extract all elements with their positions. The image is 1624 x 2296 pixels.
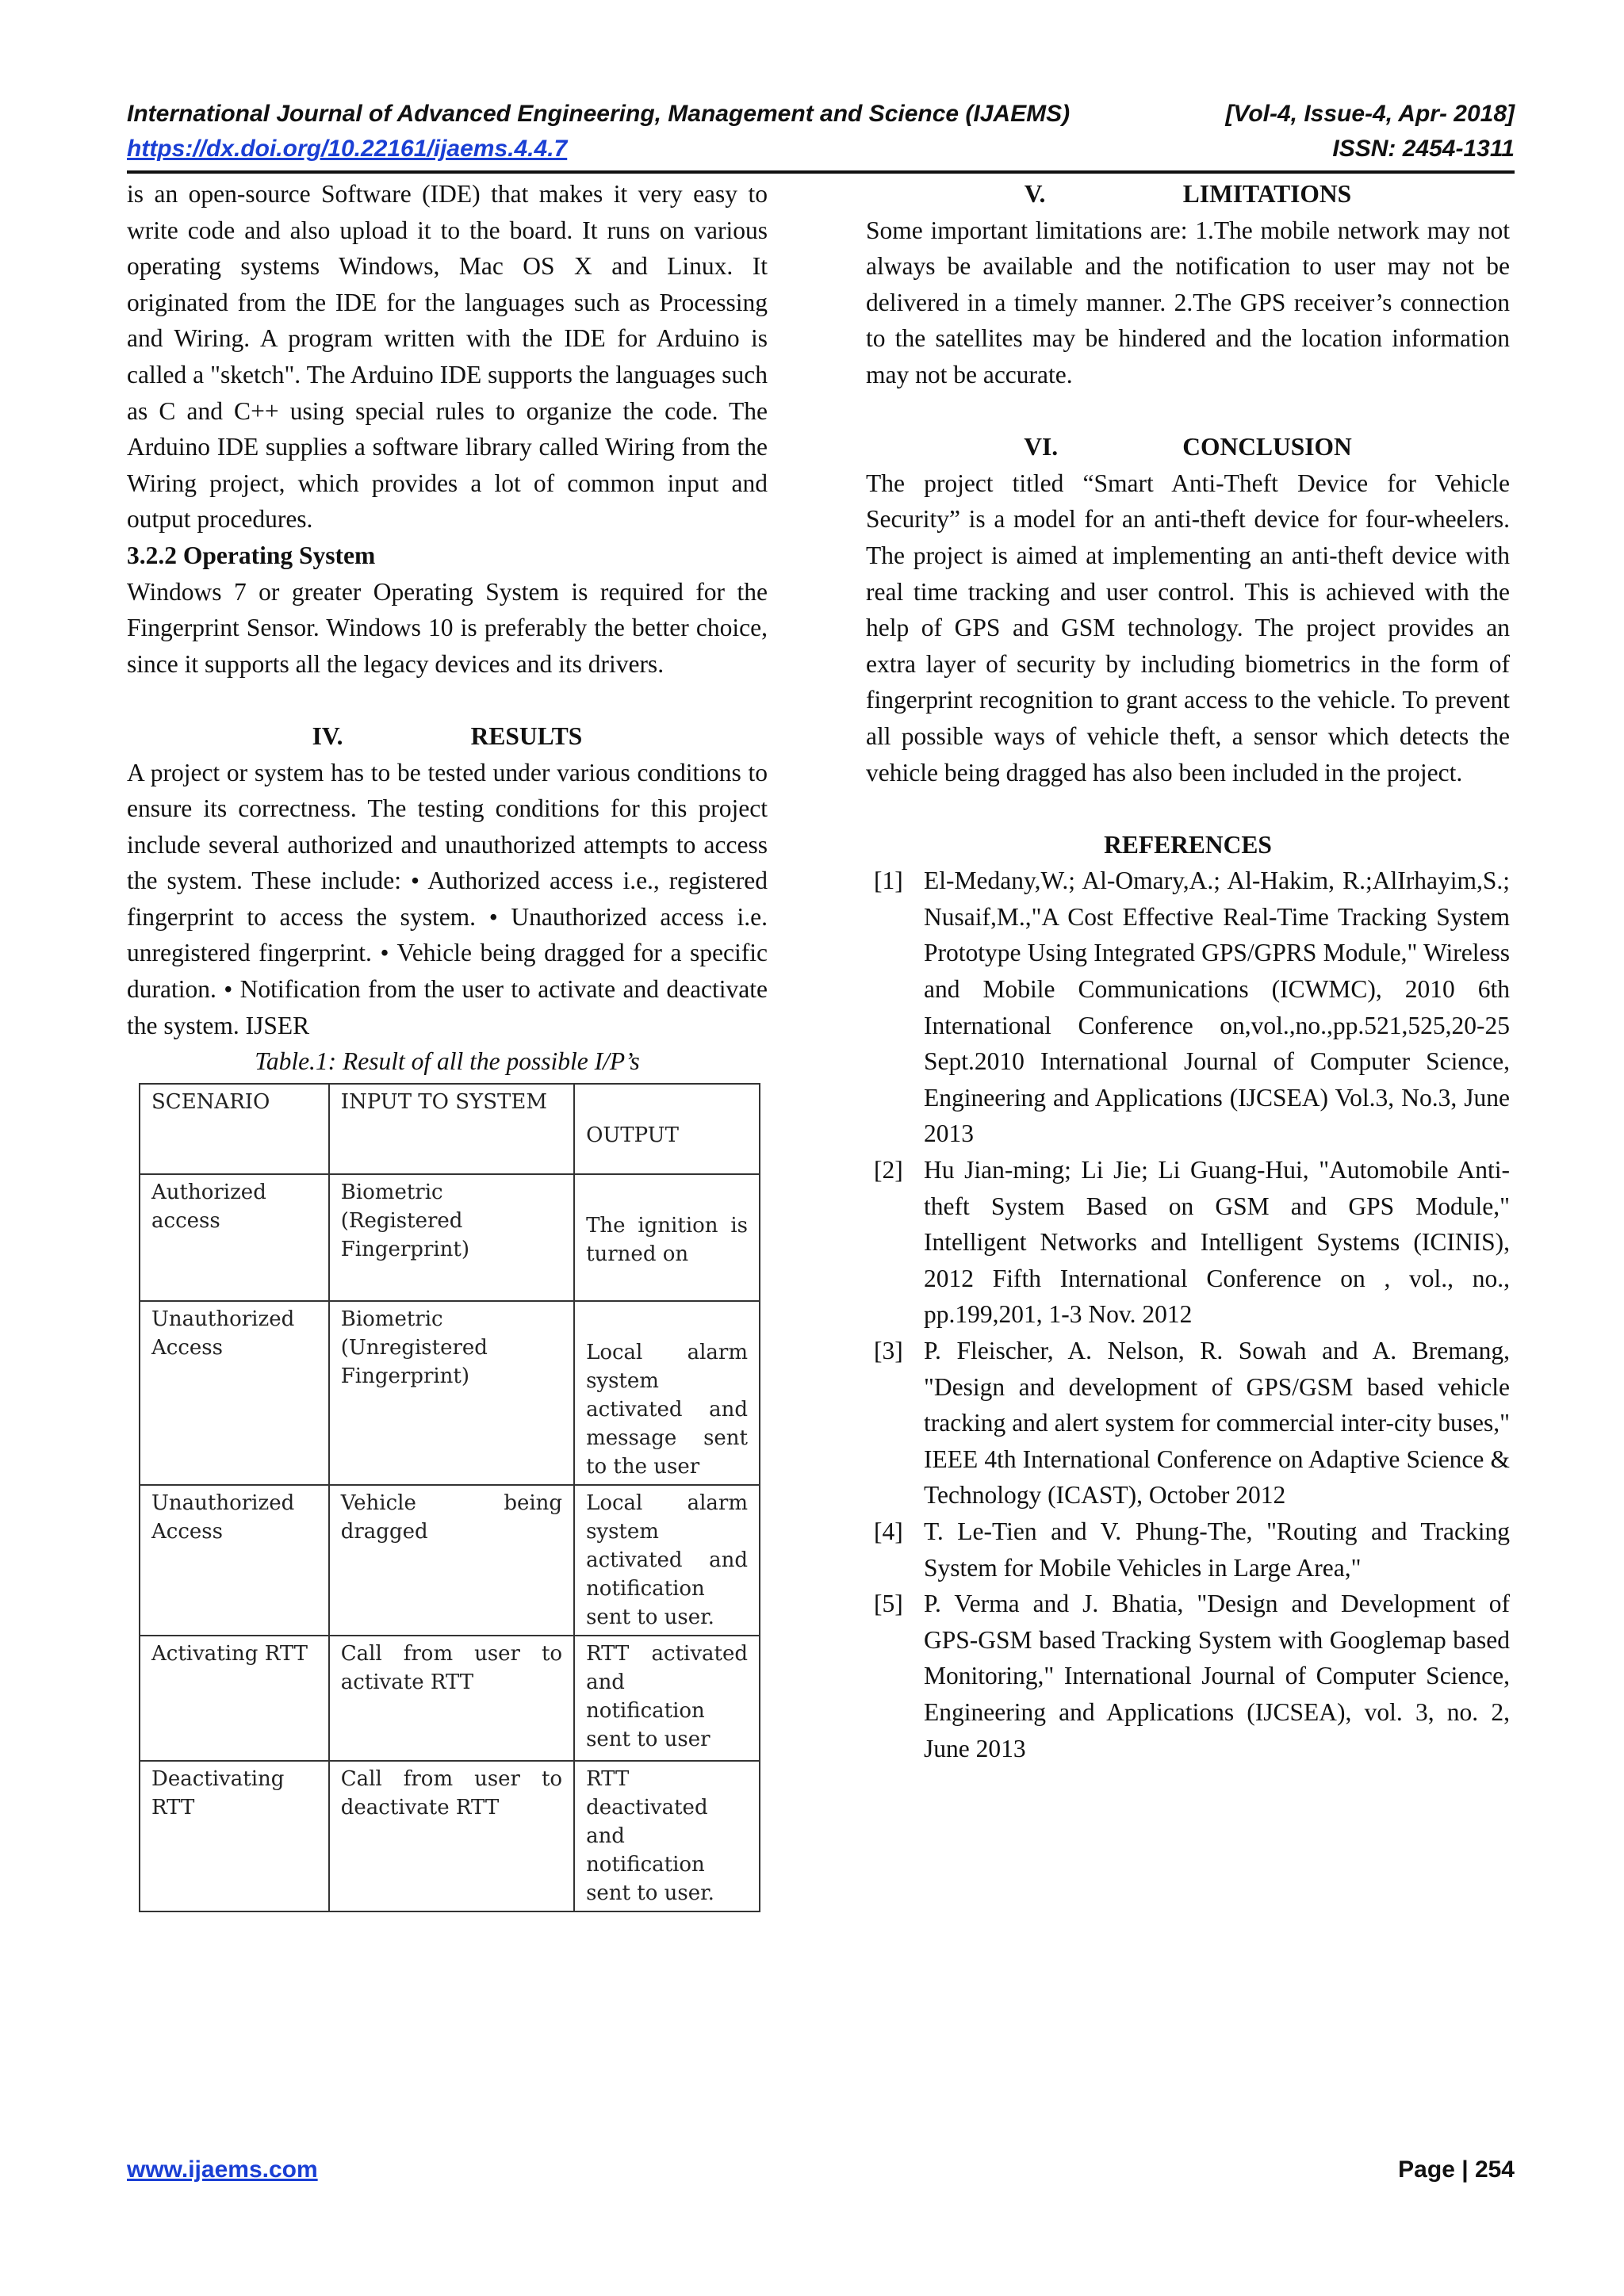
paragraph-conclusion: The project titled “Smart Anti-Theft Device for Vehicle Security” is a model for an anti-theft device for four-wheelers. The project is aimed at implementing an anti-theft device with real time tracking and user control. This is achieved with the help of GPS and GSM technology. The project provides an extra layer of security by including biometrics in the form of fingerprint recognition to grant access to the vehicle. To prevent all possible ways of vehicle theft, a sensor which detects the vehicle being dragged has also been included in the project. xyxy=(866,469,1510,786)
reference-number: [1] xyxy=(874,867,903,895)
reference-text: T. Le-Tien and V. Phung-The, "Routing and Tracking System for Mobile Vehicles in Large Area," xyxy=(924,1517,1510,1582)
reference-item xyxy=(866,1333,1510,1513)
reference-item xyxy=(866,863,1510,1152)
table-cell: Call from user to activate RTT xyxy=(329,1636,574,1761)
section-number: V. xyxy=(1024,180,1046,208)
reference-number: [2] xyxy=(874,1156,903,1184)
table-row xyxy=(140,1301,760,1485)
reference-list xyxy=(866,863,1510,1766)
table-cell: Authorized access xyxy=(140,1174,329,1301)
reference-item xyxy=(866,1152,1510,1333)
table-cell: Biometric (Registered Fingerprint) xyxy=(329,1174,574,1301)
page-number: Page | 254 xyxy=(1398,2156,1515,2183)
table-cell: Deactivating RTT xyxy=(140,1761,329,1911)
table-cell: Call from user to deactivate RTT xyxy=(329,1761,574,1911)
footer-website-link[interactable]: www.ijaems.com xyxy=(127,2156,318,2183)
reference-item xyxy=(866,1586,1510,1766)
page-header xyxy=(127,97,1515,176)
table-header-row xyxy=(140,1084,760,1174)
journal-title: International Journal of Advanced Engineering, Management and Science (IJAEMS) xyxy=(127,101,1071,127)
table-cell: Local alarm system activated and message sent to the user xyxy=(574,1301,760,1485)
table-cell: RTT deactivated and notification sent to user. xyxy=(574,1761,760,1911)
table-row xyxy=(140,1761,760,1911)
section-title: RESULTS xyxy=(470,721,583,750)
table-row xyxy=(140,1636,760,1761)
page-footer xyxy=(127,2156,1515,2183)
section-heading-results xyxy=(127,718,768,755)
paragraph-limitations: Some important limitations are: 1.The mobile network may not always be available and the notification to user may not be delivered in a timely manner. 2.The GPS receiver’s connection to the satellites may be hindered and the location information may not be accurate. xyxy=(866,216,1510,388)
table-cell: Unauthorized Access xyxy=(140,1485,329,1636)
table-header-cell: OUTPUT xyxy=(574,1084,760,1174)
right-column xyxy=(866,176,1510,1766)
header-rule xyxy=(127,170,1515,174)
table-row xyxy=(140,1174,760,1301)
section-number: IV. xyxy=(312,721,343,750)
reference-item xyxy=(866,1513,1510,1586)
section-heading-conclusion xyxy=(866,429,1510,465)
paragraph-arduino-ide: is an open-source Software (IDE) that makes it very easy to write code and also upload it to the board. It runs on various operating systems Windows, Mac OS X and Linux. It originated from the IDE for the languages such as Processing and Wiring. A program written with the IDE for Arduino is called a "sketch". The Arduino IDE supports the languages such as C and C++ using special rules to organize the code. The Arduino IDE supplies a software library called Wiring from the Wiring project, which provides a lot of common input and output procedures. xyxy=(127,180,768,534)
reference-text: P. Verma and J. Bhatia, "Design and Development of GPS-GSM based Tracking System with Googlemap based Monitoring," International Journal of Computer Science, Engineering and Applications (IJCSEA), vol. 3, no. 2, June 2013 xyxy=(924,1590,1510,1762)
reference-text: El-Medany,W.; Al-Omary,A.; Al-Hakim, R.;AlIrhayim,S.; Nusaif,M.,"A Cost Effective Real-Time Tracking System Prototype Using Integrated GPS/GPRS Module," Wireless and Mobile Communications (ICWMC), 2010 6th International Conference on,vol.,no.,pp.521,525,20-25 Sept.2010 International Journal of Computer Science, Engineering and Applications (IJCSEA) Vol.3, No.3, June 2013 xyxy=(924,867,1510,1148)
paragraph-results: A project or system has to be tested under various conditions to ensure its correctness. The testing conditions for this project include several authorized and unauthorized attempts to access the system. These include: • Authorized access i.e., registered fingerprint to access the system. • Unauthorized access i.e. unregistered fingerprint. • Vehicle being dragged for a specific duration. • Notification from the user to activate and deactivate the system. IJSER xyxy=(127,758,768,1039)
table-cell: Local alarm system activated and notification sent to user. xyxy=(574,1485,760,1636)
subsection-heading: 3.2.2 Operating System xyxy=(127,541,376,569)
section-heading-limitations xyxy=(866,176,1510,212)
doi-link[interactable]: https://dx.doi.org/10.22161/ijaems.4.4.7 xyxy=(127,136,568,162)
section-title: CONCLUSION xyxy=(1182,433,1352,461)
section-number: VI. xyxy=(1024,433,1059,461)
left-column xyxy=(127,176,768,1912)
table-cell: The ignition is turned on xyxy=(574,1174,760,1301)
reference-text: P. Fleischer, A. Nelson, R. Sowah and A. Bremang, "Design and development of GPS/GSM based vehicle tracking and alert system for commercial inter-city buses," IEEE 4th International Conference on Adaptive Science & Technology (ICAST), October 2012 xyxy=(924,1337,1510,1510)
table-row xyxy=(140,1485,760,1636)
reference-number: [5] xyxy=(874,1590,903,1618)
table-cell: Vehicle being dragged xyxy=(329,1485,574,1636)
table-cell: RTT activated and notification sent to user xyxy=(574,1636,760,1761)
table-header-cell: SCENARIO xyxy=(140,1084,329,1174)
paragraph-operating-system: Windows 7 or greater Operating System is required for the Fingerprint Sensor. Windows 10 is preferably the better choice, since it supports all the legacy devices and its drivers. xyxy=(127,577,768,678)
reference-number: [3] xyxy=(874,1337,903,1364)
table-cell: Unauthorized Access xyxy=(140,1301,329,1485)
table-cell: Activating RTT xyxy=(140,1636,329,1761)
volume-info: [Vol-4, Issue-4, Apr- 2018] xyxy=(1225,101,1515,127)
table-header-cell: INPUT TO SYSTEM xyxy=(329,1084,574,1174)
results-table xyxy=(139,1083,760,1912)
reference-number: [4] xyxy=(874,1517,903,1545)
table-caption: Table.1: Result of all the possible I/P’s xyxy=(255,1047,640,1076)
table-cell: Biometric (Unregistered Fingerprint) xyxy=(329,1301,574,1485)
issn: ISSN: 2454-1311 xyxy=(1332,136,1515,162)
reference-text: Hu Jian-ming; Li Jie; Li Guang-Hui, "Automobile Anti-theft System Based on GSM and GPS Module," Intelligent Networks and Intelligent Systems (ICINIS), 2012 Fifth International Conference on , vol., no., pp.199,201, 1-3 Nov. 2012 xyxy=(924,1156,1510,1329)
references-heading: REFERENCES xyxy=(1104,830,1272,859)
section-title: LIMITATIONS xyxy=(1182,180,1352,208)
